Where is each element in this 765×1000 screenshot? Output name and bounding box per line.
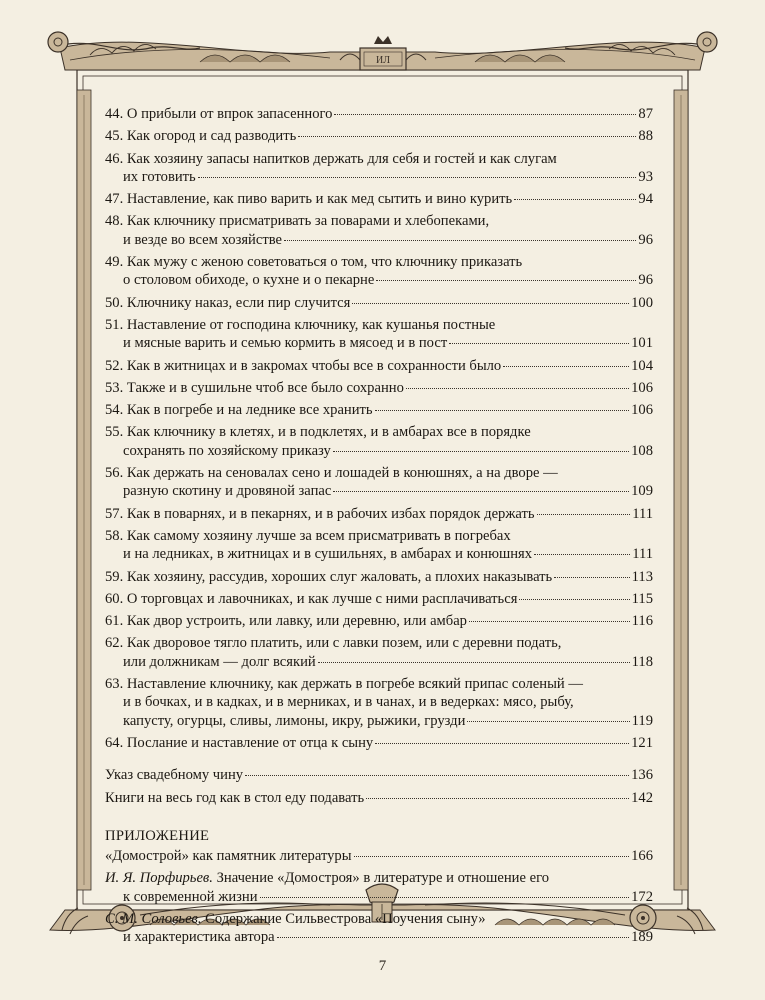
- toc-entry-text: и характеристика автора: [123, 929, 275, 946]
- leader-dots: [467, 721, 629, 722]
- toc-page-number: 116: [631, 613, 653, 630]
- toc-page-number: 88: [638, 128, 653, 145]
- toc-entry[interactable]: [105, 675, 653, 730]
- toc-entry[interactable]: [105, 464, 653, 501]
- leader-dots: [277, 937, 630, 938]
- toc-page-number: 108: [631, 442, 653, 459]
- appendix-heading: ПРИЛОЖЕНИЕ: [105, 827, 210, 844]
- toc-entry-text: Указ свадебному чину: [105, 767, 244, 784]
- toc-entry[interactable]: [105, 150, 653, 187]
- toc-page-number: 96: [638, 231, 653, 248]
- toc-entry[interactable]: [105, 869, 653, 906]
- leader-dots: [352, 303, 629, 304]
- toc-page-number: 172: [631, 888, 653, 905]
- toc-entry-text: 50. Ключнику наказ, если пир случится: [105, 294, 351, 311]
- leader-dots: [333, 491, 629, 492]
- toc-entry-text: разную скотину и дровяной запас: [123, 483, 332, 500]
- toc-page-number: 87: [638, 106, 653, 122]
- left-pilaster: [77, 90, 91, 890]
- toc-entry-text: капусту, огурцы, сливы, лимоны, икру, рыжики, грузди: [123, 712, 466, 729]
- leader-dots: [245, 775, 629, 776]
- toc-entry-text: 49. Как мужу с женою советоваться о том, что ключнику приказать: [105, 254, 523, 271]
- right-pilaster: [674, 90, 688, 890]
- leader-dots: [376, 280, 636, 281]
- toc-entry-text: 62. Как дворовое тягло платить, или с лавки позем, или с деревни подать,: [105, 635, 562, 652]
- toc-entry-text: 51. Наставление от господина ключнику, как кушанья постные: [105, 316, 496, 333]
- toc-entry-text: 56. Как держать на сеновалах сено и лошадей в конюшнях, а на дворе —: [105, 465, 558, 482]
- toc-entry-text: 61. Как двор устроить, или лавку, или деревню, или амбар: [105, 613, 467, 630]
- toc-entry-text: к современной жизни: [123, 888, 258, 905]
- leader-dots: [519, 599, 629, 600]
- toc-entry-text: о столовом обиходе, о кухне и о пекарне: [123, 272, 375, 289]
- leader-dots: [198, 177, 637, 178]
- toc-page-number: 96: [638, 272, 653, 289]
- toc-entry-text: 45. Как огород и сад разводить: [105, 128, 297, 145]
- toc-entry-text: 47. Наставление, как пиво варить и как мед сытить и вино курить: [105, 191, 513, 208]
- toc-entry-text: и на ледниках, в житницах и в сушильнях, в амбарах и конюшнях: [123, 546, 533, 563]
- emblem-monogram: ИЛ: [375, 55, 391, 66]
- leader-dots: [449, 343, 629, 344]
- toc-entry[interactable]: [105, 568, 653, 586]
- leader-dots: [375, 410, 630, 411]
- toc-page-number: 142: [631, 789, 653, 806]
- toc-entry-text: и в бочках, и в кадках, и в мерниках, и в чанах, и в ведерках: мясо, рыбу,: [123, 694, 574, 711]
- leader-dots: [318, 662, 630, 663]
- toc-page-number: 166: [631, 848, 653, 865]
- toc-entry[interactable]: [105, 401, 653, 419]
- toc-entry-text: 64. Послание и наставление от отца к сыну: [105, 734, 374, 751]
- toc-page-number: 106: [631, 402, 653, 419]
- toc-entry[interactable]: [105, 910, 653, 947]
- toc-entry-text: или должникам — долг всякий: [123, 653, 316, 670]
- toc-entry-author: С. М. Соловьев.: [105, 910, 202, 927]
- toc-page-number: 104: [631, 357, 653, 374]
- toc-entry-text: их готовить: [123, 168, 196, 185]
- toc-entry[interactable]: [105, 505, 653, 523]
- toc-entry-text: 63. Наставление ключнику, как держать в погребе всякий припас соленый —: [105, 676, 583, 693]
- leader-dots: [334, 114, 636, 115]
- toc-entry[interactable]: [105, 212, 653, 249]
- toc-page-number: 136: [631, 767, 653, 784]
- toc-entry-text: Содержание Сильвестрова «Поучения сыну»: [201, 910, 486, 927]
- leader-dots: [298, 136, 636, 137]
- leader-dots: [333, 451, 629, 452]
- toc-entry[interactable]: [105, 527, 653, 564]
- toc-entry-text: 55. Как ключнику в клетях, и в подклетях, и в амбарах все в порядке: [105, 424, 531, 441]
- table-of-contents: [105, 105, 653, 951]
- toc-entry[interactable]: [105, 316, 653, 353]
- toc-entry[interactable]: [105, 634, 653, 671]
- toc-entry-text: 57. Как в поварнях, и в пекарнях, и в рабочих избах порядок держать: [105, 505, 535, 522]
- toc-entry-text: «Домострой» как памятник литературы: [105, 848, 352, 865]
- leader-dots: [554, 577, 629, 578]
- leader-dots: [469, 621, 630, 622]
- toc-entry-text: [105, 869, 653, 887]
- leader-dots: [537, 514, 631, 515]
- toc-page-number: 101: [631, 335, 653, 352]
- leader-dots: [260, 897, 630, 898]
- toc-entry[interactable]: [105, 789, 653, 807]
- toc-entry-text: Значение «Домостроя» в литературе и отношение его: [212, 870, 550, 887]
- toc-entry[interactable]: [105, 847, 653, 865]
- toc-page-number: 189: [631, 929, 653, 946]
- toc-entry-text: сохранять по хозяйскому приказу: [123, 442, 331, 459]
- toc-page-number: 111: [632, 546, 653, 563]
- toc-entry-text: 54. Как в погребе и на леднике все хранить: [105, 402, 373, 419]
- toc-entry[interactable]: [105, 190, 653, 208]
- toc-entry-text: 58. Как самому хозяину лучше за всем присматривать в погребах: [105, 527, 511, 544]
- toc-entry-text: и везде во всем хозяйстве: [123, 231, 282, 248]
- toc-entry-author: И. Я. Порфирьев.: [105, 870, 213, 887]
- toc-entry-text: [105, 910, 653, 928]
- toc-page-number: 119: [631, 712, 653, 729]
- toc-entry[interactable]: [105, 734, 653, 752]
- toc-page-number: 121: [631, 734, 653, 751]
- toc-page-number: 106: [631, 379, 653, 396]
- leader-dots: [354, 856, 630, 857]
- toc-entry-text: Книги на весь год как в стол еду подавать: [105, 789, 365, 806]
- toc-entry[interactable]: [105, 357, 653, 375]
- toc-page-number: 113: [631, 568, 653, 585]
- toc-page-number: 93: [638, 168, 653, 185]
- toc-entry-text: 46. Как хозяину запасы напитков держать для себя и гостей и как слугам: [105, 150, 557, 167]
- toc-page-number: 109: [631, 483, 653, 500]
- leader-dots: [503, 366, 629, 367]
- toc-entry[interactable]: [105, 766, 653, 784]
- toc-entry-text: 44. О прибыли от впрок запасенного: [105, 106, 333, 122]
- toc-entry-text: 48. Как ключнику присматривать за поварами и хлебопеками,: [105, 213, 490, 230]
- toc-entry[interactable]: [105, 253, 653, 290]
- toc-entry-text: и мясные варить и семью кормить в мясоед и в пост: [123, 335, 448, 352]
- toc-entry[interactable]: [105, 423, 653, 460]
- toc-entry[interactable]: [105, 612, 653, 630]
- leader-dots: [366, 798, 629, 799]
- toc-entry[interactable]: [105, 294, 653, 312]
- toc-entry[interactable]: [105, 105, 653, 123]
- toc-page-number: 111: [632, 505, 653, 522]
- toc-page-number: 115: [631, 590, 653, 607]
- toc-page-number: 118: [631, 653, 653, 670]
- leader-dots: [406, 388, 629, 389]
- toc-entry-text: 60. О торговцах и лавочниках, и как лучше с ними расплачиваться: [105, 590, 518, 607]
- toc-page-number: 100: [631, 294, 653, 311]
- toc-entry[interactable]: [105, 379, 653, 397]
- leader-dots: [514, 199, 636, 200]
- toc-entry-text: 52. Как в житницах и в закромах чтобы все в сохранности было: [105, 357, 502, 374]
- toc-entry[interactable]: [105, 590, 653, 608]
- leader-dots: [284, 240, 636, 241]
- leader-dots: [534, 554, 630, 555]
- toc-entry-text: 53. Также и в сушильне чтоб все было сохранно: [105, 379, 404, 396]
- toc-entry-text: 59. Как хозяину, рассудив, хороших слуг жаловать, а плохих наказывать: [105, 568, 553, 585]
- page-number: 7: [378, 958, 387, 974]
- toc-page-number: 94: [638, 191, 653, 208]
- leader-dots: [375, 743, 629, 744]
- toc-entry[interactable]: [105, 127, 653, 145]
